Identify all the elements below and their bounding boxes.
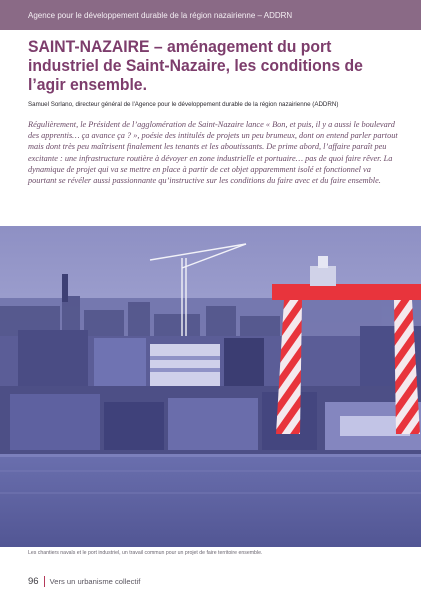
running-title: Agence pour le développement durable de la région nazairienne – ADDRN (28, 11, 293, 20)
shipyard-photo (0, 226, 421, 547)
page-number: 96 (28, 575, 39, 587)
industrial-buildings (0, 326, 421, 396)
photo-caption: Les chantiers navals et le port industriel, un travail commun pour un projet de faire territoire ensemble. (28, 550, 263, 556)
river (0, 454, 421, 547)
article-title: SAINT-NAZAIRE – aménagement du port industriel de Saint-Nazaire, les conditions de l’agir ensemble. (28, 38, 363, 94)
article-intro: Régulièrement, le Président de l’agglomération de Saint-Nazaire lance « Bon, et puis, il y a aussi le boulevard des apprentis… ça avance ça ? », poésie des intitulés de projets un peu brumeux, dont on entend parler partout mais dont très peu maîtrisent finalement les tenants et les aboutissants. De prime abord, l’affaire paraît peu excitante : une infrastructure routière à dévoyer en zone industrielle et portuaire… pas de quoi faire rêver. La dynamique de projet qui va se mettre en place à partir de cet objet apparemment isolé et fonctionnel va pourtant se révéler aussi passionnante qu’instructive sur les conditions du faire avec et du faire ensemble. (28, 120, 398, 186)
page-footer (28, 574, 140, 588)
header-band (0, 0, 421, 30)
footer-divider (44, 576, 45, 587)
article-author: Samuel Sorlano, directeur général de l'Agence pour le développement durable de la région nazairienne (ADDRN) (28, 101, 339, 108)
tower (62, 274, 68, 302)
book-title: Vers un urbanisme collectif (49, 576, 141, 586)
quay-structures (0, 386, 421, 456)
